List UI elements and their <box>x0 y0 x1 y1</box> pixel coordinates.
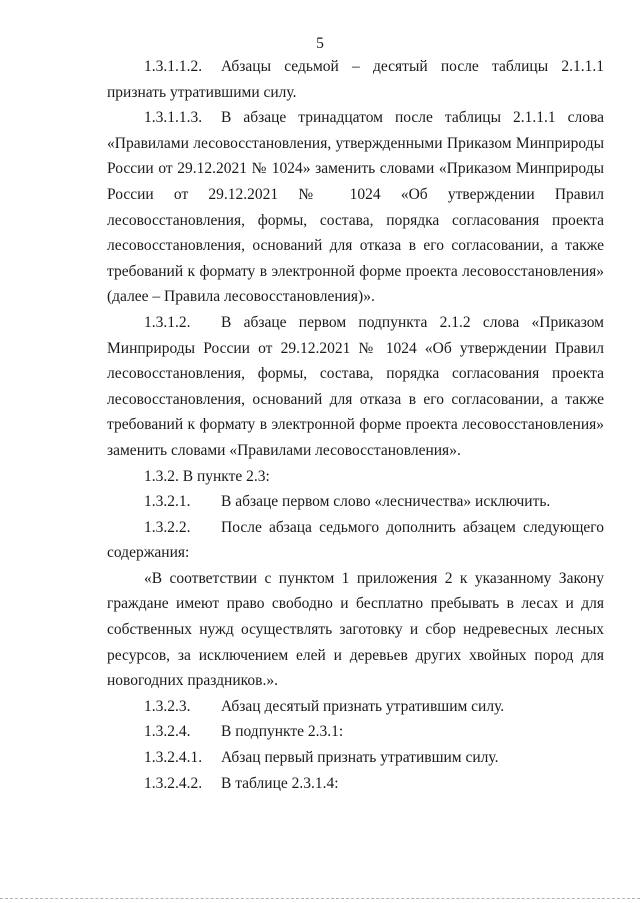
paragraph-1-3-2-4 <box>107 719 604 745</box>
paragraph-number: 1.3.1.1.3. <box>144 109 203 127</box>
paragraph-1-3-2-4-2 <box>107 771 604 797</box>
paragraph-text: В абзаце тринадцатом после таблицы 2.1.1.1 слова «Правилами лесовосстановления, утвержденными Приказом Минприроды России от 29.12.2021 № 1024» заменить словами «Приказом Минприроды России от 29.12.2021 № 1024 «Об утверждении Правил лесовосстановления, формы, состава, порядка согласования проекта лесовосстановления, оснований для отказа в его согласовании, а также требований к формату в электронной форме проекта лесовосстановления» (далее – Правила лесовосстановления)». <box>107 109 604 306</box>
paragraph-number: 1.3.1.1.2. <box>144 58 203 75</box>
paragraph-number: 1.3.1.2. <box>144 313 191 331</box>
paragraph-1-3-2-4-1 <box>107 745 604 771</box>
paragraph-1-3-2 <box>107 464 604 490</box>
paragraph-text: 1.3.2. В пункте 2.3: <box>144 467 270 485</box>
paragraph-number: 1.3.2.1. <box>144 493 191 511</box>
paragraph-number: 1.3.2.2. <box>144 518 191 536</box>
paragraph-text: Абзацы седьмой – десятый после таблицы 2.1.1.1 признать утратившими силу. <box>107 58 604 101</box>
paragraph-text: «В соответствии с пунктом 1 приложения 2 к указанному Закону граждане имеют право свободно и бесплатно пребывать в лесах и для собственных нужд осуществлять заготовку и сбор недревесных лесных ресурсов, за исключением елей и деревьев других хвойных пород для новогодних праздников.». <box>107 569 604 690</box>
paragraph-1-3-1-1-3 <box>107 105 604 310</box>
paragraph-1-3-2-1 <box>107 489 604 515</box>
paragraph-1-3-1-1-2 <box>107 54 604 105</box>
paragraph-number: 1.3.2.4. <box>144 723 191 741</box>
paragraph-text: В абзаце первом подпункта 2.1.2 слова «Приказом Минприроды России от 29.12.2021 № 1024 «Об утверждении Правил лесовосстановления, формы, состава, порядка согласования проекта лесовосстановления, оснований для отказа в его согласовании, а также требований к формату в электронной форме проекта лесовосстановления» заменить словами «Правилами лесовосстановления». <box>107 313 604 459</box>
paragraph-number: 1.3.2.4.2. <box>144 774 203 792</box>
paragraph-number: 1.3.2.4.1. <box>144 749 203 767</box>
paragraph-text: В абзаце первом слово «лесничества» исключить. <box>221 493 551 511</box>
document-body <box>107 54 604 796</box>
paragraph-text: В таблице 2.3.1.4: <box>221 774 339 792</box>
paragraph-1-3-2-2 <box>107 515 604 566</box>
paragraph-text: Абзац первый признать утратившим силу. <box>221 749 499 767</box>
paragraph-text: После абзаца седьмого дополнить абзацем следующего содержания: <box>107 518 604 562</box>
paragraph-text: Абзац десятый признать утратившим силу. <box>221 697 505 715</box>
paragraph-1-3-2-3 <box>107 694 604 720</box>
paragraph-number: 1.3.2.3. <box>144 697 191 715</box>
quoted-insertion-paragraph <box>107 566 604 694</box>
paragraph-1-3-1-2 <box>107 310 604 464</box>
page-number: 5 <box>316 35 324 52</box>
scan-bottom-edge <box>0 898 640 899</box>
paragraph-text: В подпункте 2.3.1: <box>221 723 344 741</box>
